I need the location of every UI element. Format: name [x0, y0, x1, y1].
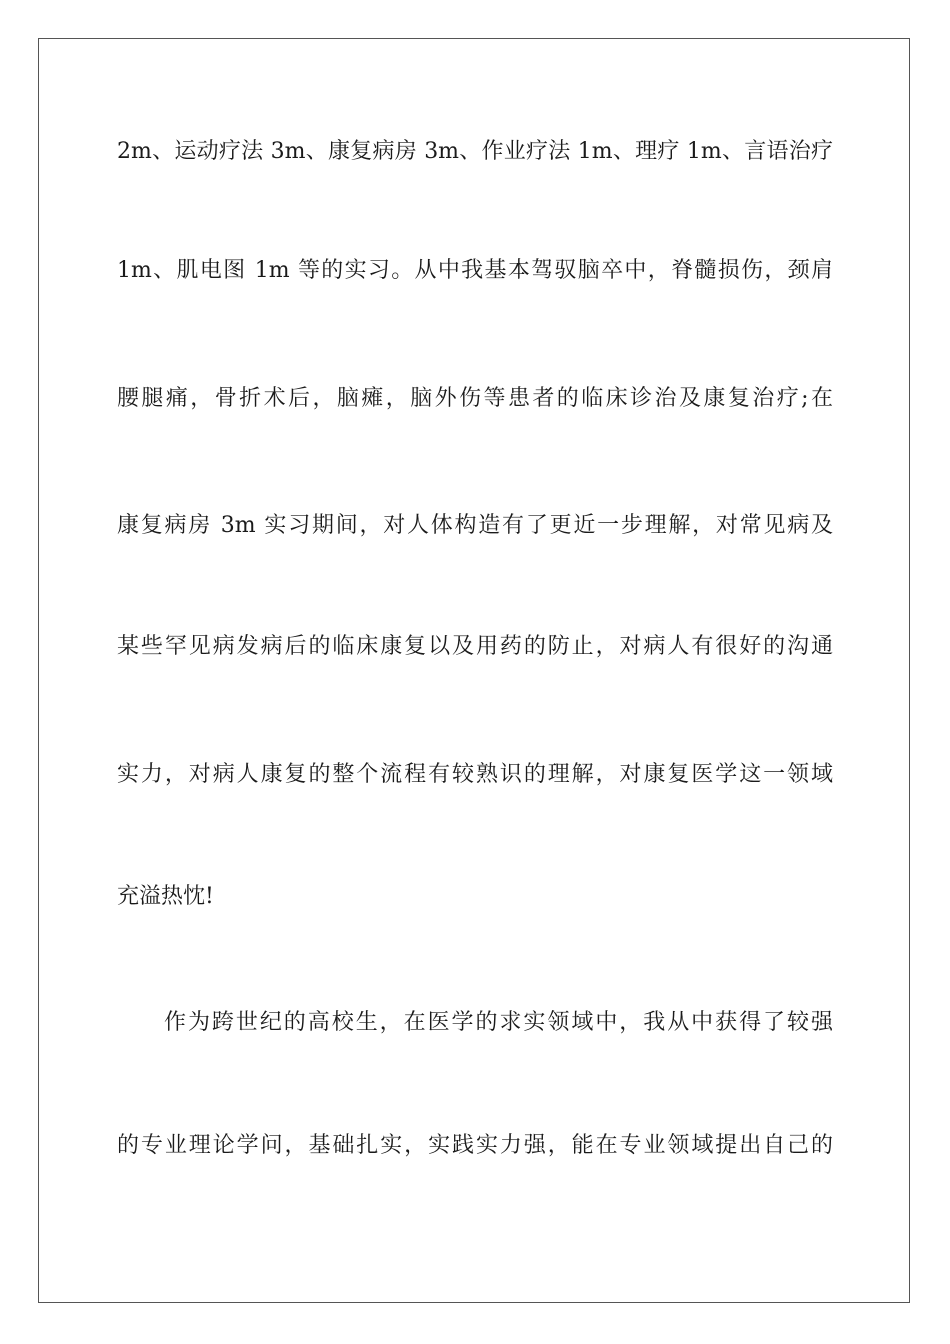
page-border [38, 38, 910, 1303]
text-line: 充溢热忱! [117, 884, 214, 909]
text-line: 康复病房 3m 实习期间，对人体构造有了更近一步理解，对常见病及 [117, 513, 833, 538]
text-line: 2m、运动疗法 3m、康复病房 3m、作业疗法 1m、理疗 1m、言语治疗 [117, 139, 833, 164]
text-line: 某些罕见病发病后的临床康复以及用药的防止，对病人有很好的沟通 [117, 634, 833, 659]
text-line: 1m、肌电图 1m 等的实习。从中我基本驾驭脑卒中，脊髓损伤，颈肩 [117, 258, 833, 283]
text-line: 作为跨世纪的高校生，在医学的求实领域中，我从中获得了较强 [164, 1010, 833, 1035]
text-line: 实力，对病人康复的整个流程有较熟识的理解，对康复医学这一领域 [117, 762, 833, 787]
text-line: 的专业理论学问，基础扎实，实践实力强，能在专业领域提出自己的 [117, 1133, 833, 1158]
text-line: 腰腿痛，骨折术后，脑瘫，脑外伤等患者的临床诊治及康复治疗;在 [117, 386, 833, 411]
